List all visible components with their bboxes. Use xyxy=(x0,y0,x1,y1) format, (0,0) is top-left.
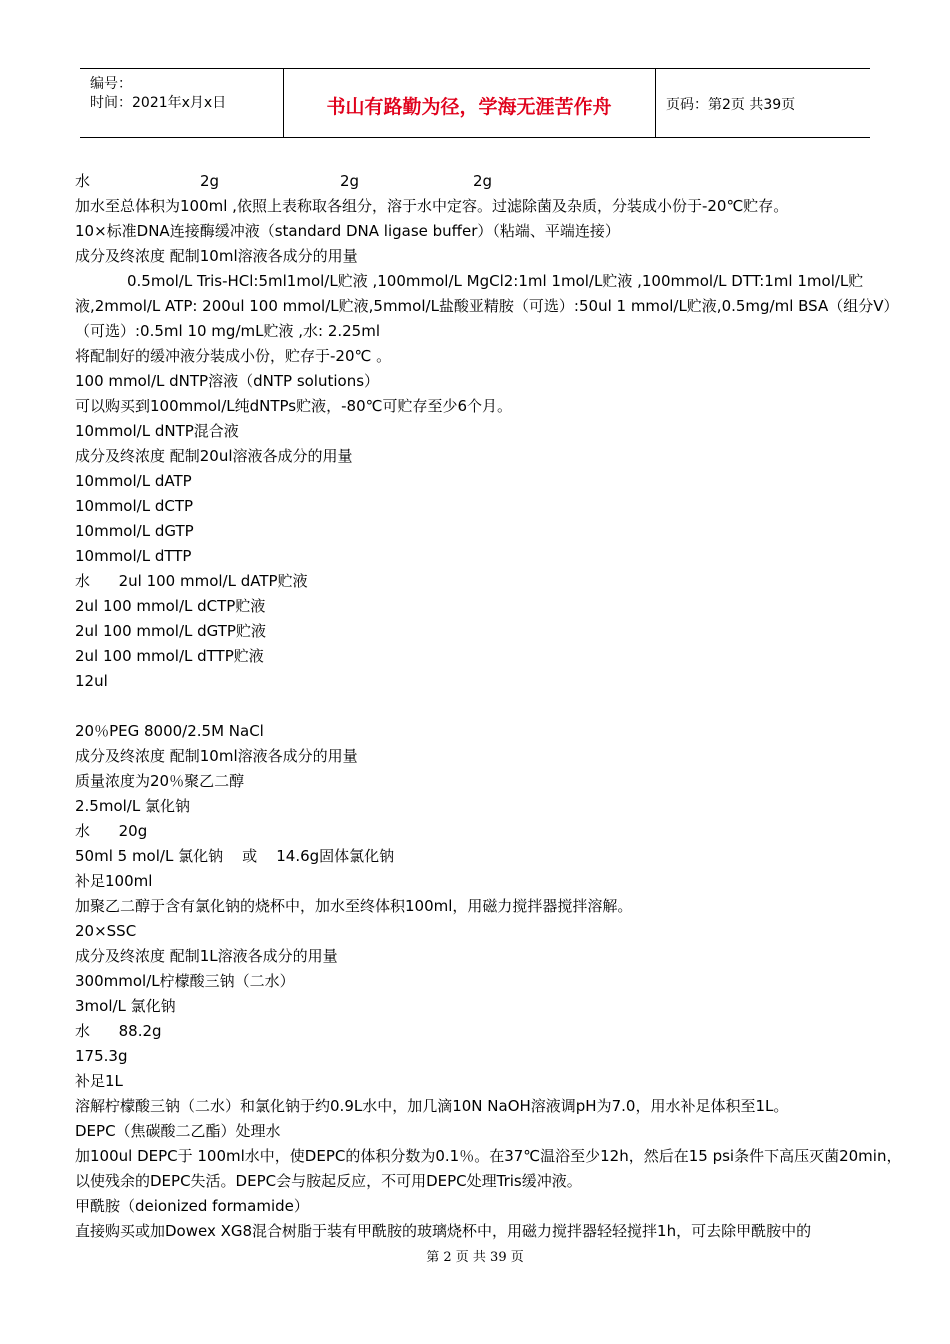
section-heading: DEPC（焦碳酸二乙酯）处理水 xyxy=(75,1122,281,1140)
body-line: 成分及终浓度 配制10ml溶液各成分的用量 xyxy=(75,247,358,265)
body-line: 成分及终浓度 配制10ml溶液各成分的用量 xyxy=(75,747,358,765)
body-line: 加水至总体积为100ml ,依照上表称取各组分，溶于水中定容。过滤除菌及杂质，分装成小份于-20℃贮存。 xyxy=(75,197,789,215)
water-amount: 2g xyxy=(340,172,360,190)
section-heading: 10mmol/L dNTP混合液 xyxy=(75,422,239,440)
section-heading: 甲酰胺（deionized formamide） xyxy=(75,1197,309,1215)
body-line: 2ul 100 mmol/L dTTP贮液 xyxy=(75,647,264,665)
header-motto: 书山有路勤为径，学海无涯苦作舟 xyxy=(326,96,612,118)
header-page-info: 页码：第2页 共39页 xyxy=(666,97,796,113)
body-line: 水 2ul 100 mmol/L dATP贮液 xyxy=(75,572,308,590)
section-heading: 20×SSC xyxy=(75,922,137,940)
body-line: 2ul 100 mmol/L dGTP贮液 xyxy=(75,622,266,640)
body-line: 水 20g xyxy=(75,822,148,840)
body-line: 可以购买到100mmol/L纯dNTPs贮液，-80℃可贮存至少6个月。 xyxy=(75,397,513,415)
body-line: 成分及终浓度 配制20ul溶液各成分的用量 xyxy=(75,447,353,465)
body-line: 质量浓度为20％聚乙二醇 xyxy=(75,772,245,790)
depc-procedure: 加100ul DEPC于 100ml水中，使DEPC的体积分数为0.1％。在37℃温浴至少12h，然后在15 psi条件下高压灭菌20min，以使残余的DEPC失活。DEPC会与胺起反应，不可用DEPC处理Tris缓冲液。 xyxy=(75,1147,902,1190)
body-line: 2.5mol/L 氯化钠 xyxy=(75,797,190,815)
body-line: 成分及终浓度 配制1L溶液各成分的用量 xyxy=(75,947,338,965)
header-page-cell xyxy=(656,69,870,137)
ligase-buffer-recipe: 0.5mol/L Tris-HCl:5ml1mol/L贮液 ,100mmol/L MgCl2:1ml 1mol/L贮液 ,100mmol/L DTT:1ml 1mol/L贮液,2mmol/L ATP: 200ul 100 mmol/L贮液,5mmol/L盐酸亚精胺（可选）:50ul 1 mmol/L贮液,0.5mg/ml BSA（组分V）（可选）:0.5ml 10 mg/mL贮液 ,水: 2.25ml xyxy=(75,272,899,340)
water-amount-row xyxy=(75,169,907,194)
body-line: 3mol/L 氯化钠 xyxy=(75,997,176,1015)
body-line: 直接购买或加Dowex XG8混合树脂于装有甲酰胺的玻璃烧杯中，用磁力搅拌器轻轻搅拌1h，可去除甲酰胺中的 xyxy=(75,1222,812,1240)
body-line: 175.3g xyxy=(75,1047,128,1065)
water-amount: 2g xyxy=(473,172,493,190)
body-line: 10mmol/L dTTP xyxy=(75,547,192,565)
body-line: 10mmol/L dGTP xyxy=(75,522,194,540)
body-line: 溶解柠檬酸三钠（二水）和氯化钠于约0.9L水中，加几滴10N NaOH溶液调pH为7.0，用水补足体积至1L。 xyxy=(75,1097,789,1115)
body-line: 将配制好的缓冲液分装成小份，贮存于-20℃ 。 xyxy=(75,347,392,365)
header-info-cell xyxy=(80,69,284,137)
section-heading: 20％PEG 8000/2.5M NaCl xyxy=(75,722,264,740)
body-line: 补足100ml xyxy=(75,872,153,890)
body-line: 50ml 5 mol/L 氯化钠 或 14.6g固体氯化钠 xyxy=(75,847,395,865)
document-code-label: 编号： xyxy=(90,76,132,92)
page-footer: 第 2 页 共 39 页 xyxy=(426,1250,524,1265)
body-line: 2ul 100 mmol/L dCTP贮液 xyxy=(75,597,266,615)
water-label: 水 xyxy=(75,172,91,190)
body-line: 10mmol/L dATP xyxy=(75,472,192,490)
water-amount: 2g xyxy=(200,172,220,190)
section-heading: 10×标准DNA连接酶缓冲液（standard DNA ligase buffer）（粘端、平端连接） xyxy=(75,222,620,240)
body-line: 补足1L xyxy=(75,1072,123,1090)
section-heading: 100 mmol/L dNTP溶液（dNTP solutions） xyxy=(75,372,380,390)
page-header xyxy=(80,68,870,138)
body-line: 加聚乙二醇于含有氯化钠的烧杯中，加水至终体积100ml，用磁力搅拌器搅拌溶解。 xyxy=(75,897,633,915)
blank-line xyxy=(75,694,907,719)
body-line: 水 88.2g xyxy=(75,1022,162,1040)
body-line: 10mmol/L dCTP xyxy=(75,497,194,515)
body-line: 12ul xyxy=(75,672,108,690)
header-motto-cell xyxy=(283,69,656,137)
document-body xyxy=(75,169,907,1244)
body-line: 300mmol/L柠檬酸三钠（二水） xyxy=(75,972,295,990)
document-date: 时间：2021年x月x日 xyxy=(90,95,227,111)
